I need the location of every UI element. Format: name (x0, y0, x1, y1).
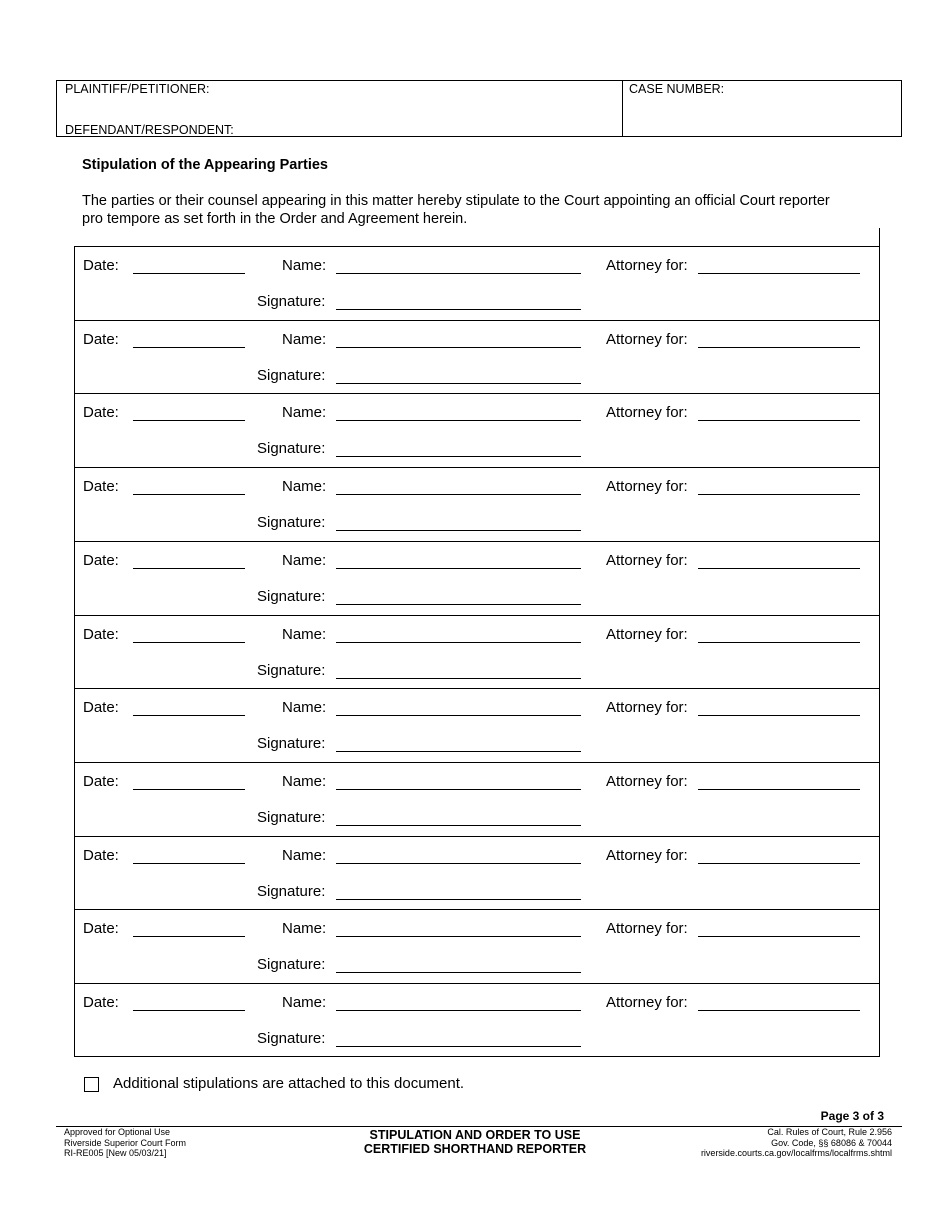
signature-label: Signature: (257, 514, 326, 532)
attorney-for-label: Attorney for: (606, 625, 688, 643)
attorney-for-field[interactable] (698, 494, 860, 495)
date-label: Date: (83, 625, 119, 643)
signature-label: Signature: (257, 956, 326, 974)
signature-label: Signature: (257, 735, 326, 753)
signature-row (75, 542, 879, 616)
date-field[interactable] (133, 420, 245, 421)
footer-approved: Approved for Optional Use (64, 1127, 171, 1137)
signature-row (75, 689, 879, 763)
signature-label: Signature: (257, 440, 326, 458)
attorney-for-field[interactable] (698, 273, 860, 274)
signature-label: Signature: (257, 293, 326, 310)
name-label: Name: (282, 994, 327, 1012)
signature-label: Signature: (257, 809, 326, 827)
plaintiff-label: PLAINTIFF/PETITIONER: (65, 82, 210, 96)
attorney-for-label: Attorney for: (606, 699, 688, 717)
name-label: Name: (282, 920, 327, 938)
signature-row (75, 616, 879, 690)
signature-field[interactable] (336, 604, 581, 605)
date-label: Date: (83, 846, 119, 864)
case-number-label: CASE NUMBER: (629, 82, 725, 96)
date-label: Date: (83, 478, 119, 496)
date-label: Date: (83, 404, 119, 422)
footer-title-line1: STIPULATION AND ORDER TO USE (369, 1128, 581, 1142)
name-field[interactable] (336, 789, 581, 790)
date-label: Date: (83, 920, 119, 938)
name-field[interactable] (336, 568, 581, 569)
name-label: Name: (282, 699, 327, 717)
name-field[interactable] (336, 1010, 581, 1011)
caption-divider (622, 81, 623, 136)
name-label: Name: (282, 551, 327, 569)
attorney-for-field[interactable] (698, 642, 860, 643)
name-field[interactable] (336, 936, 581, 937)
signature-row (75, 321, 879, 395)
date-field[interactable] (133, 347, 245, 348)
attorney-for-label: Attorney for: (606, 478, 688, 496)
attorney-for-field[interactable] (698, 420, 860, 421)
name-label: Name: (282, 330, 327, 348)
attorney-for-label: Attorney for: (606, 257, 688, 274)
date-field[interactable] (133, 642, 245, 643)
footer-left (64, 1127, 186, 1159)
attorney-for-label: Attorney for: (606, 330, 688, 348)
attorney-for-label: Attorney for: (606, 846, 688, 864)
caption-box (56, 80, 902, 137)
date-label: Date: (83, 994, 119, 1012)
attorney-for-label: Attorney for: (606, 994, 688, 1012)
signature-row (75, 468, 879, 542)
attorney-for-field[interactable] (698, 715, 860, 716)
signature-row (75, 910, 879, 984)
signature-label: Signature: (257, 882, 326, 900)
defendant-label: DEFENDANT/RESPONDENT: (65, 123, 234, 137)
attorney-for-field[interactable] (698, 789, 860, 790)
signature-table (74, 246, 880, 1057)
name-label: Name: (282, 478, 327, 496)
name-label: Name: (282, 846, 327, 864)
signature-label: Signature: (257, 661, 326, 679)
attorney-for-field[interactable] (698, 863, 860, 864)
footer-rule-citation: Cal. Rules of Court, Rule 2.956 (767, 1127, 892, 1137)
name-field[interactable] (336, 715, 581, 716)
date-field[interactable] (133, 936, 245, 937)
signature-field[interactable] (336, 899, 581, 900)
date-field[interactable] (133, 715, 245, 716)
signature-field[interactable] (336, 383, 581, 384)
signature-field[interactable] (336, 825, 581, 826)
name-field[interactable] (336, 347, 581, 348)
date-label: Date: (83, 330, 119, 348)
name-field[interactable] (336, 642, 581, 643)
name-label: Name: (282, 404, 327, 422)
attorney-for-label: Attorney for: (606, 773, 688, 791)
margin-tick (879, 228, 880, 246)
name-field[interactable] (336, 863, 581, 864)
attorney-for-label: Attorney for: (606, 551, 688, 569)
signature-row (75, 984, 879, 1058)
signature-row (75, 247, 879, 321)
signature-label: Signature: (257, 587, 326, 605)
attorney-for-field[interactable] (698, 1010, 860, 1011)
name-label: Name: (282, 773, 327, 791)
signature-field[interactable] (336, 678, 581, 679)
signature-field[interactable] (336, 309, 581, 310)
date-field[interactable] (133, 863, 245, 864)
name-field[interactable] (336, 420, 581, 421)
date-label: Date: (83, 773, 119, 791)
attorney-for-field[interactable] (698, 936, 860, 937)
date-field[interactable] (133, 273, 245, 274)
signature-row (75, 394, 879, 468)
attorney-for-label: Attorney for: (606, 404, 688, 422)
date-field[interactable] (133, 1010, 245, 1011)
signature-label: Signature: (257, 366, 326, 384)
signature-field[interactable] (336, 1046, 581, 1047)
attorney-for-field[interactable] (698, 568, 860, 569)
page-number: Page 3 of 3 (820, 1109, 884, 1123)
footer-right (701, 1127, 892, 1159)
date-label: Date: (83, 551, 119, 569)
date-label: Date: (83, 699, 119, 717)
footer-title (300, 1128, 650, 1156)
additional-stipulations-label: Additional stipulations are attached to this document. (113, 1075, 465, 1092)
signature-field[interactable] (336, 530, 581, 531)
signature-row (75, 763, 879, 837)
footer-url: riverside.courts.ca.gov/localfrms/localfrms.shtml (700, 1148, 892, 1158)
signature-field[interactable] (336, 972, 581, 973)
date-field[interactable] (133, 494, 245, 495)
attorney-for-field[interactable] (698, 347, 860, 348)
signature-field[interactable] (336, 751, 581, 752)
signature-label: Signature: (257, 1030, 326, 1048)
signature-field[interactable] (336, 456, 581, 457)
attorney-for-label: Attorney for: (606, 920, 688, 938)
date-label: Date: (83, 257, 119, 274)
stipulation-title: Stipulation of the Appearing Parties (82, 157, 328, 173)
date-field[interactable] (133, 568, 245, 569)
footer-title-line2: CERTIFIED SHORTHAND REPORTER (363, 1142, 587, 1156)
name-label: Name: (282, 257, 327, 274)
stipulation-paragraph: The parties or their counsel appearing in this matter hereby stipulate to the Court appointing an official Court reporter pro tempore as set forth in the Order and Agreement herein. (82, 193, 830, 227)
footer-form-number: RI-RE005 [New 05/03/21] (64, 1148, 167, 1158)
signature-row (75, 837, 879, 911)
name-field[interactable] (336, 494, 581, 495)
footer-court-form: Riverside Superior Court Form (64, 1137, 187, 1148)
name-field[interactable] (336, 273, 581, 274)
date-field[interactable] (133, 789, 245, 790)
additional-stipulations-checkbox[interactable] (84, 1077, 99, 1092)
name-label: Name: (282, 625, 327, 643)
footer-gov-code: Gov. Code, §§ 68086 & 70044 (771, 1137, 892, 1148)
